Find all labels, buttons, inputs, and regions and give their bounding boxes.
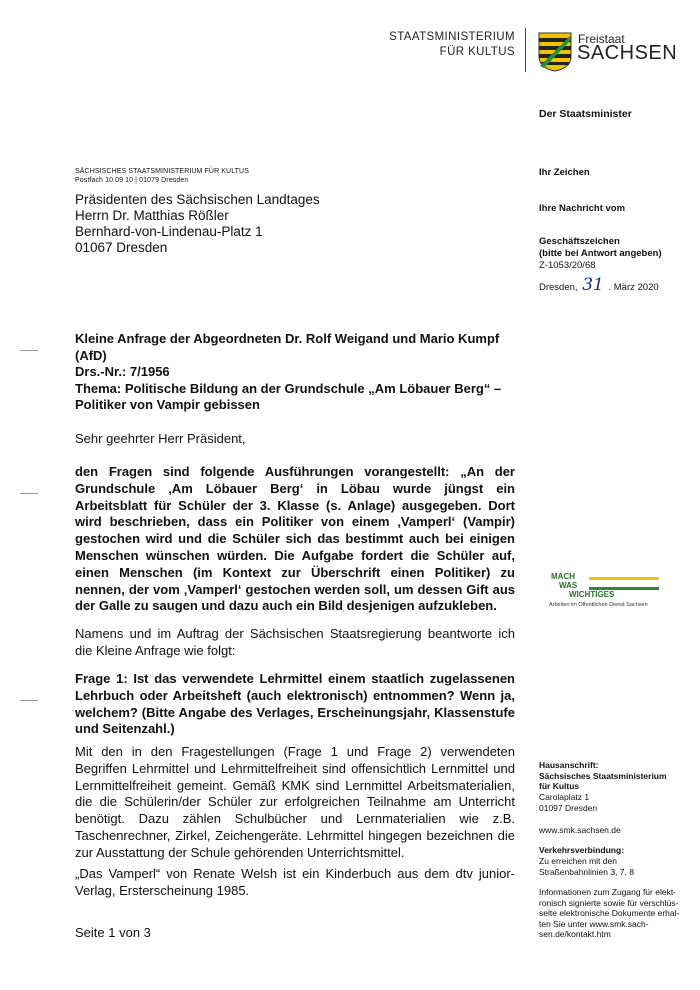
- ministry-name-line1: STAATSMINISTERIUM: [389, 31, 515, 43]
- hausanschrift-label: [539, 760, 667, 792]
- logo-wichtiges: WICHTIGES: [569, 590, 615, 599]
- verkehr-line1: Zu erreichen mit den: [539, 856, 617, 866]
- verkehr-label: Verkehrsverbindung:: [539, 845, 625, 855]
- letter-date: [539, 275, 659, 295]
- geschaeftszeichen-label: [539, 236, 662, 260]
- address-street: Carolaplatz 1: [539, 792, 590, 802]
- website-link[interactable]: www.smk.sachsen.de: [539, 825, 621, 835]
- ihre-nachricht-label: Ihre Nachricht vom: [539, 203, 626, 214]
- mach-was-wichtiges-logo: [549, 572, 659, 612]
- ministry-name: [389, 30, 515, 60]
- recipient-line4: 01067 Dresden: [75, 240, 168, 255]
- answer-intro: Namens und im Auftrag der Sächsischen Staatsregierung beantworte ich die Kleine Anfrage wie folgt:: [75, 626, 515, 658]
- sender-address: [75, 168, 249, 185]
- geschaeftszeichen-value: Z-1053/20/68: [539, 260, 596, 271]
- date-day-handwritten: 31: [582, 275, 604, 295]
- freistaat-label: Freistaat: [578, 32, 625, 46]
- saxony-coat-of-arms-icon: [538, 32, 572, 72]
- fold-mark-top: [20, 350, 38, 351]
- subject-line3: Thema: Politische Bildung an der Grundschule „Am Löbauer Berg“ – Politiker von Vampir gebissen: [75, 380, 502, 412]
- address-org-line1: Sächsisches Staatsministerium: [539, 770, 667, 781]
- info-line3: selte elektronische Dokumente erhal-: [539, 908, 680, 918]
- verkehr-info: [539, 856, 634, 877]
- geschaeftszeichen-label-line1: Geschäftszeichen: [539, 236, 620, 247]
- subject-line1: Kleine Anfrage der Abgeordneten Dr. Rolf Weigand und Mario Kumpf (AfD): [75, 331, 500, 363]
- address-city: 01097 Dresden: [539, 802, 598, 813]
- date-prefix: Dresden,: [539, 282, 578, 293]
- sender-line2: Postfach 10 09 10 | 01079 Dresden: [75, 176, 189, 184]
- logo-was: WAS: [559, 581, 578, 590]
- ministry-name-line2: FÜR KULTUS: [439, 46, 515, 58]
- minister-title: Der Staatsminister: [539, 108, 632, 120]
- recipient-line2: Herrn Dr. Matthias Rößler: [75, 208, 229, 223]
- fold-mark-middle: [20, 493, 38, 494]
- sachsen-label: SACHSEN: [577, 42, 678, 64]
- answer-2: „Das Vamperl“ von Renate Welsh ist ein Kinderbuch aus dem dtv junior-Verlag, Ersterscheinung 1985.: [75, 866, 515, 898]
- page-number: Seite 1 von 3: [75, 925, 151, 940]
- answer-1: Mit den in den Fragestellungen (Frage 1 und Frage 2) verwendeten Begriffen Lehrmittel und Lehrmittelfreiheit sind offensichtlich Lernmittel und Lernmittelfreiheit gemeint. Gemäß KMK sind Lernmittel Arbeitsmaterialien, die die Schülerin/der Schüler zur erfolgreichen Teilnahme am Unterricht benötigt. Dazu zählen Schulbücher und Lernmaterialien wie z.B. Taschenrechner, Zirkel, Zeichengeräte. Lehrmittel hingegen bezeichnen die zur Ausstattung der Schule gehörenden Unterrichtsmittel.: [75, 744, 515, 860]
- date-suffix: . März 2020: [608, 282, 659, 293]
- electronic-access-info: [539, 887, 679, 940]
- info-line2: ronisch signierte sowie für verschlüs-: [539, 897, 679, 908]
- logo-tagline: Arbeiten im Öffentlichen Dienst Sachsen: [549, 602, 648, 608]
- info-line5: sen.de/kontakt.htm: [539, 929, 611, 939]
- hausanschrift-title: Hausanschrift:: [539, 760, 599, 770]
- info-line4: ten Sie unter www.smk.sach-: [539, 918, 649, 929]
- address-block: [539, 792, 597, 813]
- subject-line2: Drs.-Nr.: 7/1956: [75, 364, 170, 379]
- geschaeftszeichen-label-line2: (bitte bei Antwort angeben): [539, 248, 662, 259]
- recipient-line3: Bernhard-von-Lindenau-Platz 1: [75, 224, 263, 239]
- header-divider: [525, 28, 526, 72]
- address-org-line2: für Kultus: [539, 781, 580, 791]
- logo-mach: MACH: [551, 572, 575, 581]
- intro-paragraph: den Fragen sind folgende Ausführungen vorangestellt: „An der Grundschule ‚Am Löbauer Berg‘ in Löbau wurde jüngst ein Arbeitsblatt für Schüler der 3. Klasse (s. Anlage) ausgegeben. Dort wird beschrieben, dass ein Politiker von einem ‚Vamperl‘ (Vampir) gestochen wird und die Schüler sich das bestimmt auch bei einigen Menschen wünschen würden. Die Aufgabe fordert die Schüler auf, einen Menschen (im Kontext zur Überschrift einen Politiker) zu nennen, der vom ‚Vamperl‘ gestochen werden soll, um dessen Gift aus der Galle zu saugen und dazu auch ein Bild desjenigen aufzukleben.: [75, 464, 515, 614]
- subject-block: [75, 331, 515, 414]
- sender-line1: SÄCHSISCHES STAATSMINISTERIUM FÜR KULTUS: [75, 168, 249, 175]
- recipient-line1: Präsidenten des Sächsischen Landtages: [75, 192, 320, 207]
- info-line1: Informationen zum Zugang für elekt-: [539, 887, 677, 897]
- question-1: Frage 1: Ist das verwendete Lehrmittel einem staatlich zugelassenen Lehrbuch oder Arbeitsheft (auch elektronisch) entnommen? Wenn ja, welchem? (Bitte Angabe des Verlages, Erscheinungsjahr, Klassenstufe und Seitenzahl.): [75, 671, 515, 737]
- verkehr-line2: Straßenbahnlinien 3, 7, 8: [539, 866, 634, 877]
- recipient-address: [75, 192, 320, 256]
- salutation: Sehr geehrter Herr Präsident,: [75, 431, 246, 446]
- ihr-zeichen-label: Ihr Zeichen: [539, 167, 590, 178]
- fold-mark-bottom: [20, 700, 38, 701]
